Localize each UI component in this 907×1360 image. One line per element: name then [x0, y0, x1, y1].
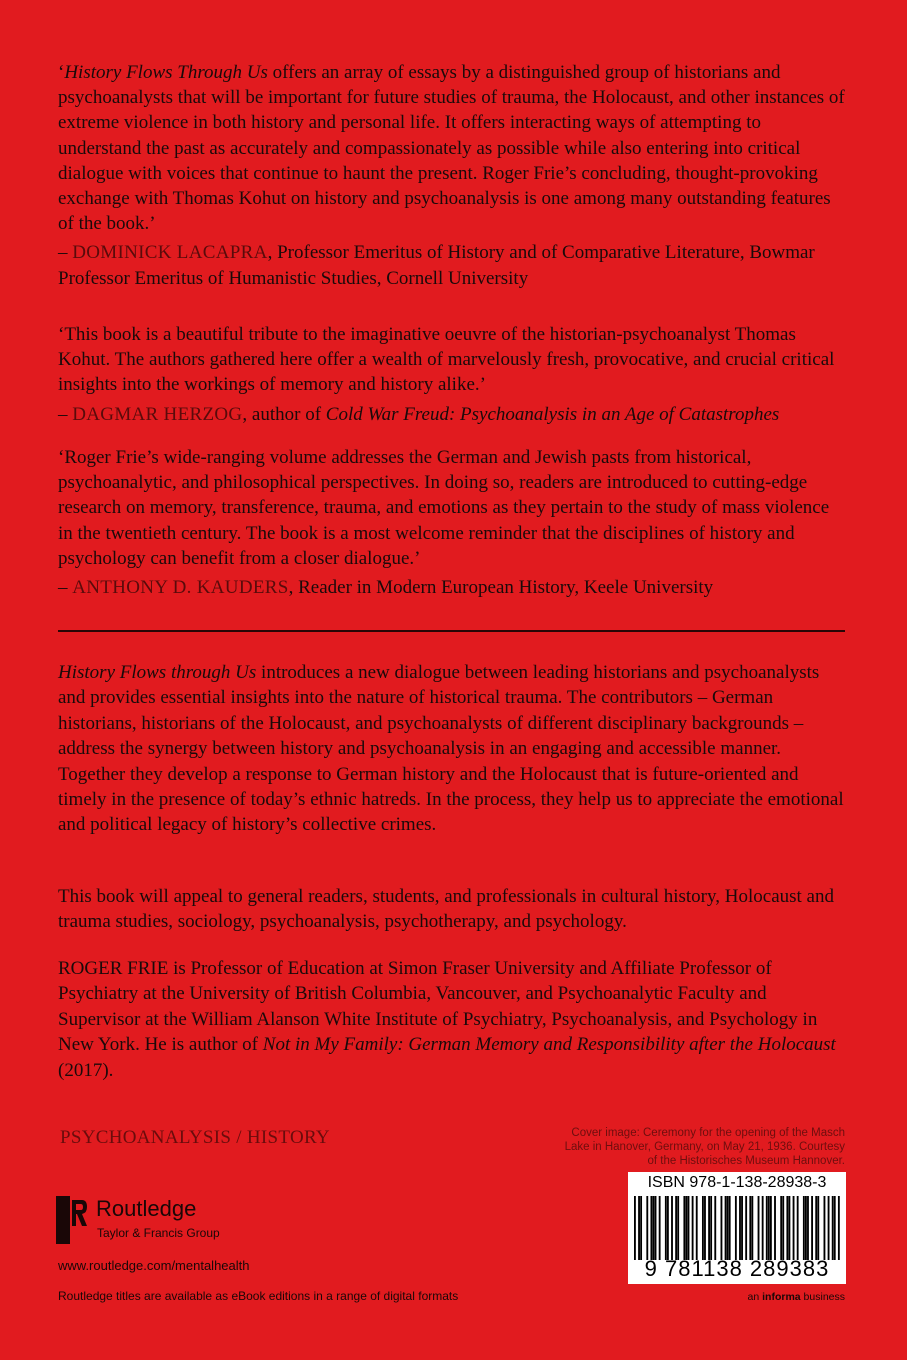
description-paragraph: [58, 660, 848, 838]
barcode-icon: [634, 1196, 840, 1260]
endorsement-quote: ‘This book is a beautiful tribute to the imaginative oeuvre of the historian-psychoanalyst Thomas Kohut. The authors gathered here offer a wealth of marvelously fresh, provocative, and crucial critical insights into the workings of memory and history alike.’: [58, 324, 835, 396]
endorsement-quote: ‘Roger Frie’s wide-ranging volume addresses the German and Jewish pasts from historical, psychoanalytic, and philosophical perspectives. In doing so, readers are introduced to cutting-edge research on memory, transference, trauma, and emotions as they pertain to the study of mass violence in the twentieth century. The book is a most welcome reminder that the disciplines of history and psychology can benefit from a closer dialogue.’: [58, 447, 830, 569]
quote-open-mark: ‘: [58, 62, 65, 83]
audience: [58, 884, 848, 935]
endorser-name: DOMINICK LACAPRA: [72, 242, 268, 264]
routledge-mark-icon: [56, 1196, 88, 1244]
subject-category: PSYCHOANALYSIS / HISTORY: [60, 1127, 330, 1148]
bio-text-end: (2017).: [58, 1059, 114, 1081]
audience-paragraph: This book will appeal to general readers, students, and professionals in cultural history, Holocaust and trauma studies, sociology, psychoanalysis, psychotherapy, and psychology.: [58, 886, 834, 933]
author-bio: [58, 956, 848, 1083]
bio-text: ROGER FRIE is Professor of Education at Simon Fraser University and Affiliate Professor of Psychiatry at the University of British Columbia, Vancouver, and Psychoanalytic Faculty and Supervisor at the William Alanson White Institute of Psychiatry, Psychoanalysis, and Psychology in New York. He is author of: [58, 958, 818, 1056]
quoted-book-title: History Flows Through Us: [64, 62, 268, 83]
author-book-title: Not in My Family: German Memory and Responsibility after the Holocaust: [262, 1034, 836, 1056]
endorsement-herzog: [58, 322, 848, 427]
informa-word: informa: [762, 1291, 801, 1303]
attribution-dash: –: [58, 577, 73, 599]
section-divider: [58, 630, 845, 632]
publisher-name: Routledge: [96, 1196, 197, 1221]
book-description: [58, 660, 848, 838]
informa-pre: an: [747, 1291, 763, 1303]
ebook-note: Routledge titles are available as eBook editions in a range of digital formats: [58, 1289, 459, 1303]
endorsement-lacapra: [58, 60, 848, 291]
quote-text: offers an array of essays by a distinguished group of historians and psychoanalysts that will be important for future studies of trauma, the Holocaust, and other instances of extreme violence in both history and personal life. It offers interacting ways of attempting to understand the past as accurately and compassionately as possible while also entering into critical dialogue with voices that continue to haunt the present. Roger Frie’s concluding, thought-provoking exchange with Thomas Kohut on history and psychoanalysis is one among many outstanding features of the book.’: [58, 62, 845, 235]
routledge-logo: [56, 1196, 276, 1244]
endorsement-quote: [58, 60, 848, 236]
publisher-url[interactable]: www.routledge.com/mentalhealth: [58, 1258, 250, 1273]
informa-tagline: [748, 1291, 845, 1303]
attribution-dash: –: [58, 242, 73, 264]
attribution-dash: –: [58, 403, 73, 425]
cover-image-credit: Cover image: Ceremony for the opening of the Masch Lake in Hanover, Germany, on May 21, 1936. Courtesy of the Historisches Museum Hannover.: [564, 1127, 845, 1167]
isbn-label: ISBN 978-1-138-28938-3: [647, 1174, 827, 1191]
endorser-name: ANTHONY D. KAUDERS: [72, 577, 289, 599]
endorsement-attribution: [58, 240, 848, 290]
author-bio-paragraph: [58, 956, 848, 1083]
publisher-group: Taylor & Francis Group: [97, 1226, 220, 1240]
endorser-book-title: Cold War Freud: Psychoanalysis in an Age of Catastrophes: [325, 403, 780, 425]
isbn-barcode: [628, 1172, 846, 1284]
book-title: History Flows through Us: [58, 662, 257, 683]
endorser-affiliation: , Reader in Modern European History, Keele University: [288, 577, 714, 599]
endorser-name: DAGMAR HERZOG: [72, 403, 243, 425]
endorsement-kauders: [58, 445, 848, 600]
isbn-digits: 9 781138 289383: [644, 1256, 830, 1281]
description-text: introduces a new dialogue between leading historians and psychoanalysts and provides essential insights into the nature of historical trauma. The contributors – German historians, historians of the Holocaust, and psychoanalysts of different disciplinary backgrounds – address the synergy between history and psychoanalysis in an engaging and accessible manner. Together they develop a response to German history and the Holocaust that is future-oriented and timely in the presence of today’s ethnic hatreds. In the process, they help us to appreciate the emotional and political legacy of history’s collective crimes.: [58, 662, 844, 836]
endorsement-attribution: [58, 402, 848, 427]
endorser-affiliation: , Professor Emeritus of History and of Comparative Literature, Bowmar Professor Emeritus of Humanistic Studies, Cornell University: [58, 242, 815, 289]
endorser-affiliation: , author of: [242, 403, 326, 425]
informa-post: business: [800, 1291, 845, 1303]
endorsement-attribution: [58, 575, 848, 600]
